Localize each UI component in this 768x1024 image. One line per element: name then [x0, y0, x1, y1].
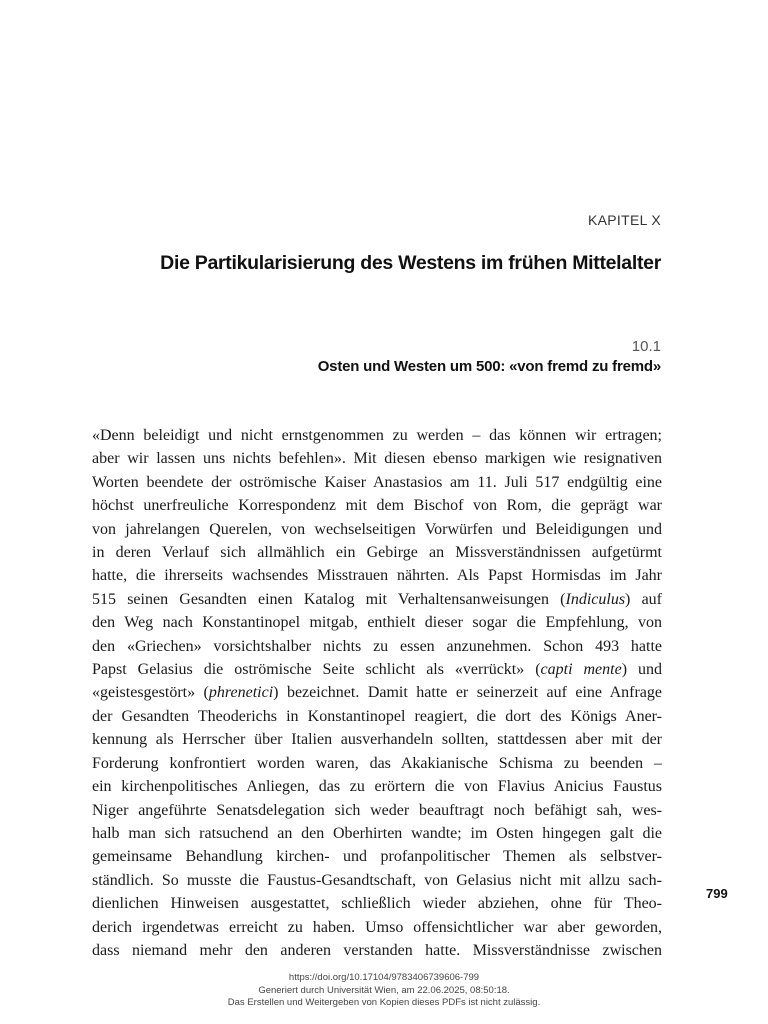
section-number: 10.1 — [631, 338, 661, 355]
body-line: Worten beendete der oströmische Kaiser Anastasios am 11. Juli 517 endgültig eine — [92, 473, 662, 491]
body-line: dienlichen Hinweisen ausgestattet, schließlich wieder abziehen, ohne für Theo- — [92, 895, 662, 913]
page-number: 799 — [706, 886, 728, 901]
body-line: höchst unerfreuliche Korrespondenz mit dem Bischof von Rom, die geprägt war — [92, 497, 662, 515]
body-line: den Weg nach Konstantinopel mitgab, enthielt dieser sogar die Empfehlung, von — [92, 614, 662, 632]
footer-doi-link[interactable]: https://doi.org/10.17104/9783406739606-799 — [288, 972, 480, 983]
body-line: der Gesandten Theoderichs in Konstantinopel reagiert, die dort des Königs Aner- — [92, 707, 662, 725]
chapter-label: KAPITEL X — [588, 212, 661, 228]
body-line: aber wir lassen uns nichts befehlen». Mit diesen ebenso markigen wie resignativen — [92, 450, 662, 468]
footer-notice: Das Erstellen und Weitergeben von Kopien dieses PDFs ist nicht zulässig. — [227, 997, 541, 1008]
body-line: Forderung konfrontiert worden waren, das Akakianische Schisma zu beenden – — [92, 754, 662, 772]
body-line: ein kirchenpolitisches Anliegen, das zu erörtern die von Flavius Anicius Faustus — [92, 778, 662, 796]
footer — [0, 972, 768, 1010]
body-paragraph — [92, 424, 662, 962]
body-line: den «Griechen» vorsichtshalber nichts zu essen anzunehmen. Schon 493 hatte — [92, 637, 662, 655]
body-line: in deren Verlauf sich allmählich ein Gebirge an Missverständnissen aufgetürmt — [92, 544, 662, 562]
body-line: halb man sich ratsuchend an den Oberhirten wandte; im Osten hingegen galt die — [92, 824, 662, 842]
body-line: Niger angeführte Senatsdelegation sich weder beauftragt noch befähigt sah, wes- — [92, 801, 662, 819]
body-line: gemeinsame Behandlung kirchen- und profanpolitischer Themen als selbstver- — [92, 848, 662, 866]
body-line: ständlich. So musste die Faustus-Gesandtschaft, von Gelasius nicht mit allzu sach- — [92, 871, 662, 889]
body-line: derich irgendetwas erreicht zu haben. Umso offensichtlicher war aber geworden, — [92, 918, 662, 936]
body-line: hatte, die ihrerseits wachsendes Misstrauen nährten. Als Papst Hormisdas im Jahr — [92, 567, 662, 585]
chapter-title: Die Partikularisierung des Westens im frühen Mittelalter — [160, 252, 661, 274]
body-line: dass niemand mehr den anderen verstanden hatte. Missverständnisse zwischen — [92, 941, 662, 959]
body-line: Papst Gelasius die oströmische Seite schlicht als «verrückt» (capti mente) und — [92, 661, 662, 679]
footer-generated: Generiert durch Universität Wien, am 22.06.2025, 08:50:18. — [258, 984, 510, 996]
body-line: von jahrelangen Querelen, von wechselseitigen Vorwürfen und Beleidigungen und — [92, 520, 662, 538]
body-line: 515 seinen Gesandten einen Katalog mit Verhaltensanweisungen (Indiculus) auf — [92, 590, 662, 608]
section-title: Osten und Westen um 500: «von fremd zu fremd» — [317, 358, 661, 375]
body-line: «Denn beleidigt und nicht ernstgenommen zu werden – das können wir ertragen; — [92, 427, 662, 444]
body-line: «geistesgestört» (phrenetici) bezeichnet. Damit hatte er seinerzeit auf eine Anfrage — [92, 684, 663, 702]
body-line: kennung als Herrscher über Italien ausverhandeln sollten, stattdessen aber mit der — [92, 731, 662, 749]
